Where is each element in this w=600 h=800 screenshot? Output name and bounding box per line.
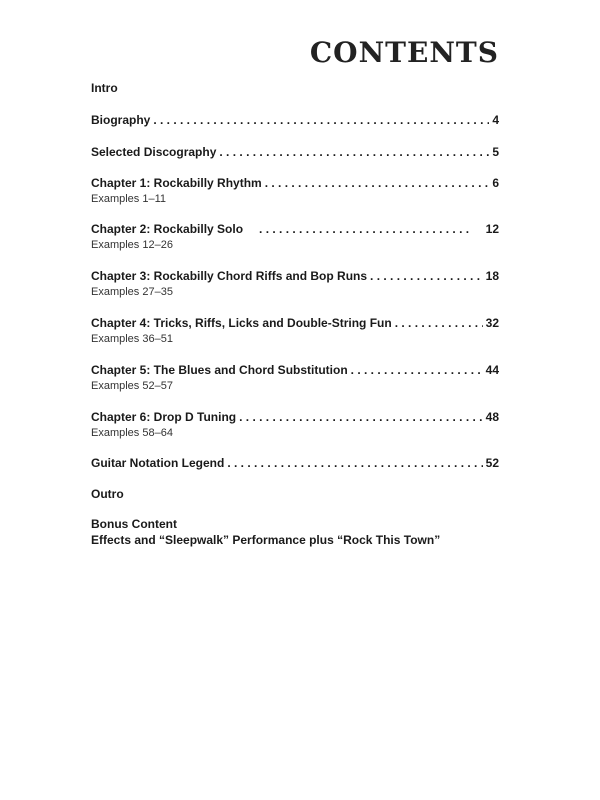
toc-entry-discography [91, 144, 499, 160]
bonus-line: Effects and “Sleepwalk” Performance plus “Rock This Town” [91, 533, 441, 547]
page-number: 48 [485, 410, 499, 424]
toc-entry-chapter-6 [91, 409, 499, 441]
dot-leader [259, 221, 470, 237]
page-number: 52 [485, 456, 499, 470]
dot-leader [395, 315, 483, 331]
entry-title: Chapter 3: Rockabilly Chord Riffs and Bop Runs [91, 269, 368, 283]
toc-entry-chapter-4 [91, 315, 499, 347]
toc-intro: Intro [91, 81, 118, 95]
examples-range: Examples 27–35 [91, 286, 173, 298]
toc-entry-biography [91, 112, 499, 128]
examples-range: Examples 1–11 [91, 193, 167, 205]
entry-title: Chapter 5: The Blues and Chord Substitution [91, 363, 348, 377]
page-number: 32 [485, 316, 499, 330]
dot-leader [351, 362, 483, 378]
dot-leader [219, 144, 489, 160]
toc-entry-notation-legend [91, 455, 499, 471]
entry-title: Selected Discography [91, 145, 217, 159]
page-title: CONTENTS [309, 36, 499, 69]
dot-leader [370, 268, 483, 284]
entry-title: Chapter 6: Drop D Tuning [91, 410, 237, 424]
dot-leader [265, 175, 490, 191]
entry-title: Chapter 2: Rockabilly Solo [91, 222, 244, 236]
page-number: 4 [492, 113, 499, 127]
toc-outro: Outro [91, 487, 124, 501]
toc-entry-chapter-1 [91, 175, 499, 207]
dot-leader [153, 112, 489, 128]
page-number: 12 [485, 222, 499, 236]
bonus-heading: Bonus Content [91, 517, 177, 531]
entry-title: Chapter 4: Tricks, Riffs, Licks and Double-String Fun [91, 316, 392, 330]
page-number: 44 [485, 363, 499, 377]
entry-title: Biography [91, 113, 151, 127]
examples-range: Examples 12–26 [91, 239, 173, 251]
toc-entry-chapter-2 [91, 221, 499, 253]
toc-entry-chapter-3 [91, 268, 499, 300]
page-number: 6 [492, 176, 499, 190]
examples-range: Examples 58–64 [91, 427, 173, 439]
toc-entry-chapter-5 [91, 362, 499, 394]
entry-title: Chapter 1: Rockabilly Rhythm [91, 176, 262, 190]
page-number: 5 [492, 145, 499, 159]
dot-leader [239, 409, 483, 425]
examples-range: Examples 52–57 [91, 380, 173, 392]
dot-leader [227, 455, 482, 471]
examples-range: Examples 36–51 [91, 333, 173, 345]
page-number: 18 [485, 269, 499, 283]
entry-title: Guitar Notation Legend [91, 456, 225, 470]
